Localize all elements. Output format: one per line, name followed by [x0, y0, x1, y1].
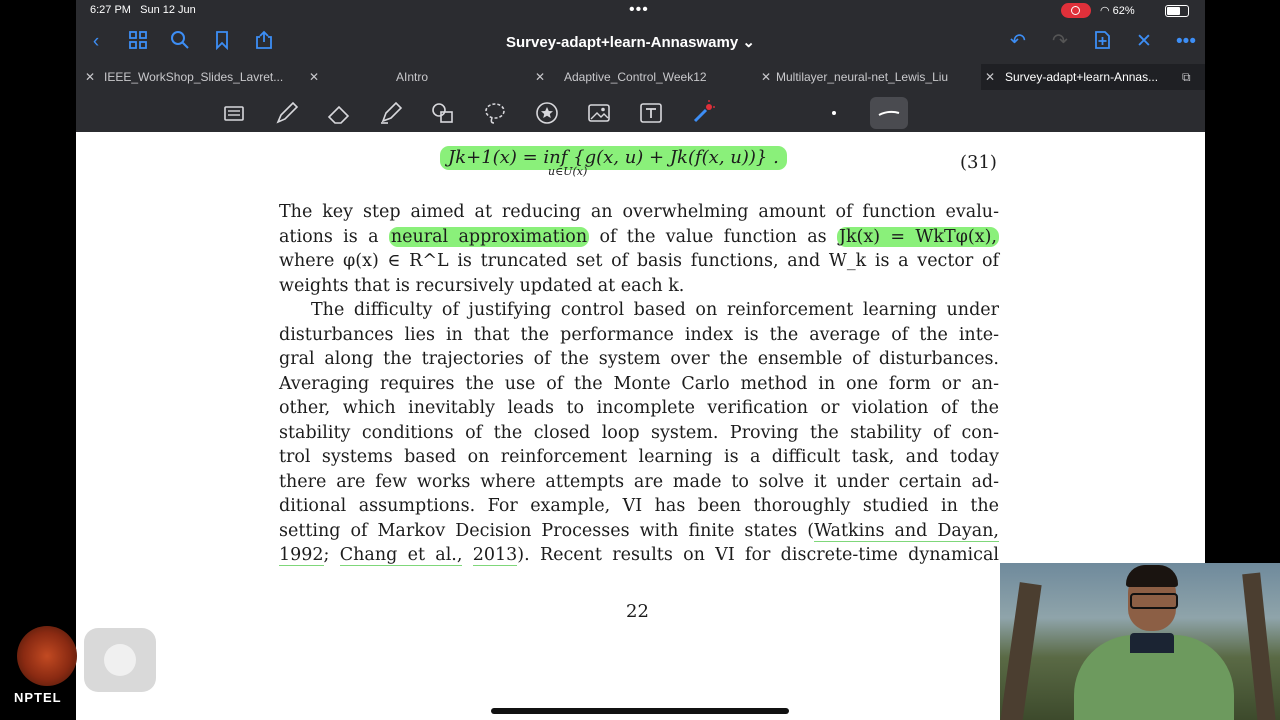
battery-percent: 62% — [1112, 5, 1135, 17]
tab-ieee-workshop[interactable]: IEEE_WorkShop_Slides_Lavret... — [104, 70, 284, 84]
citation-link[interactable]: Chang et al., — [339, 545, 463, 565]
webcam-video — [1000, 563, 1280, 720]
text-line: The key step aimed at reducing an overwhelming amount of function evalu- — [279, 202, 999, 222]
app-chrome — [76, 0, 1205, 132]
tab-adaptive-control[interactable]: Adaptive_Control_Week12 — [564, 70, 707, 84]
text-line: there are few works where attempts are made to solve it under certain ad- — [279, 471, 999, 492]
equation-text: Jk+1(x) = inf {g(x, u) + Jk(f(x, u))} . — [448, 147, 779, 168]
citation-link[interactable]: 1992 — [279, 545, 324, 565]
paragraph-2 — [279, 298, 999, 568]
tab-multilayer-neural-net[interactable]: Multilayer_neural-net_Lewis_Liu — [776, 70, 949, 84]
page-number: 22 — [626, 601, 649, 622]
status-icons — [1100, 4, 1135, 17]
tab-close-icon[interactable]: ✕ — [308, 70, 320, 84]
search-icon[interactable] — [168, 30, 192, 54]
text-line: where φ(x) ∈ R^L is truncated set of basis functions, and W_k is a vector of — [279, 251, 999, 271]
pen-icon[interactable] — [272, 98, 302, 128]
undo-icon[interactable]: ↶ — [1010, 31, 1026, 52]
bookmark-icon[interactable] — [210, 30, 234, 54]
tab-survey-adapt[interactable]: Survey-adapt+learn-Annas... — [1005, 70, 1159, 84]
home-indicator[interactable] — [491, 708, 789, 714]
laser-pointer-icon[interactable] — [688, 98, 718, 128]
nptel-logo — [14, 626, 80, 720]
presenter-collar — [1130, 633, 1174, 653]
tab-close-icon[interactable]: ✕ — [984, 70, 996, 84]
tree-trunk — [1000, 582, 1041, 720]
tab-close-icon[interactable]: ✕ — [760, 70, 772, 84]
tab-bar — [76, 64, 1205, 90]
text-line: 1992; Chang et al., 2013). Recent results on VI for discrete-time dynamical — [279, 545, 999, 565]
tab-close-icon[interactable]: ✕ — [534, 70, 546, 84]
tree-trunk — [1242, 572, 1276, 720]
nptel-emblem-icon — [17, 626, 77, 686]
document-title[interactable]: Survey-adapt+learn-Annaswamy ⌄ — [506, 34, 755, 51]
more-icon[interactable]: ••• — [1176, 31, 1196, 52]
highlighted-equation — [440, 146, 787, 170]
text-box-icon[interactable] — [636, 98, 666, 128]
tab-close-icon[interactable]: ✕ — [84, 70, 96, 84]
tab-aintro[interactable]: AIntro — [396, 70, 429, 84]
highlight-neural-approximation: neural approximation — [390, 226, 588, 247]
share-icon[interactable] — [252, 30, 276, 54]
text-line: disturbances lies in that the performance index is the average of the inte- — [279, 324, 999, 345]
annotation-toolbar — [76, 92, 1205, 132]
read-mode-icon[interactable] — [219, 98, 249, 128]
paragraph-1 — [279, 200, 999, 298]
presenter-glasses — [1130, 593, 1178, 609]
assistive-touch-button[interactable] — [84, 628, 156, 692]
highlighter-icon[interactable] — [376, 98, 406, 128]
shapes-icon[interactable] — [428, 98, 458, 128]
status-time: 6:27 PM Sun 12 Jun — [90, 4, 196, 16]
lasso-icon[interactable] — [480, 98, 510, 128]
image-icon[interactable] — [584, 98, 614, 128]
text-line: other, which inevitably leads to incomplete verification or violation of the — [279, 398, 999, 418]
text-line: ditional assumptions. For example, VI has been thoroughly studied in the — [279, 496, 999, 516]
text-line: weights that is recursively updated at each k. — [279, 275, 685, 296]
status-bar — [76, 0, 1205, 22]
text-line: stability conditions of the closed loop system. Proving the stability of con- — [279, 422, 999, 443]
back-icon[interactable]: ‹ — [92, 31, 100, 52]
text-line: setting of Markov Decision Processes with finite states (Watkins and Dayan, — [279, 520, 999, 541]
highlight-value-function-equation: Jk(x) = WkTφ(x), — [838, 226, 997, 247]
citation-link[interactable]: 2013 — [472, 545, 518, 565]
text-line: gral along the trajectories of the system over the ensemble of disturbances. — [279, 349, 999, 369]
multitask-dots-icon[interactable]: ••• — [629, 1, 649, 18]
eraser-icon[interactable] — [324, 98, 354, 128]
text-line: trol systems based on reinforcement learning is a difficult task, and today — [279, 447, 999, 467]
close-icon[interactable]: ✕ — [1136, 31, 1152, 52]
battery-icon — [1165, 5, 1189, 17]
text-line: Averaging requires the use of the Monte Carlo method in one form or an- — [279, 373, 999, 394]
text-line: ations is a neural approximation of the value function as Jk(x) = WkTφ(x), — [279, 226, 997, 247]
presenter-hair — [1126, 565, 1178, 587]
add-page-icon[interactable] — [1090, 30, 1114, 54]
title-bar — [76, 24, 1205, 60]
screen-record-icon — [1061, 3, 1091, 18]
tab-overview-icon[interactable]: ⧉ — [1182, 70, 1191, 84]
equation-number: (31) — [960, 152, 997, 173]
redo-icon[interactable]: ↷ — [1052, 31, 1068, 52]
wifi-icon: ◠ — [1100, 5, 1110, 17]
citation-link[interactable]: Watkins and Dayan, — [814, 520, 999, 541]
thin-stroke-dot-icon[interactable] — [819, 98, 849, 128]
grid-icon[interactable] — [126, 30, 150, 54]
stroke-style-icon[interactable] — [874, 98, 904, 128]
sticker-icon[interactable] — [532, 98, 562, 128]
equation-subscript: u∈U(x) — [548, 165, 588, 178]
text-line: The difficulty of justifying control based on reinforcement learning under — [311, 300, 999, 320]
nptel-logo-text: NPTEL — [14, 690, 62, 705]
